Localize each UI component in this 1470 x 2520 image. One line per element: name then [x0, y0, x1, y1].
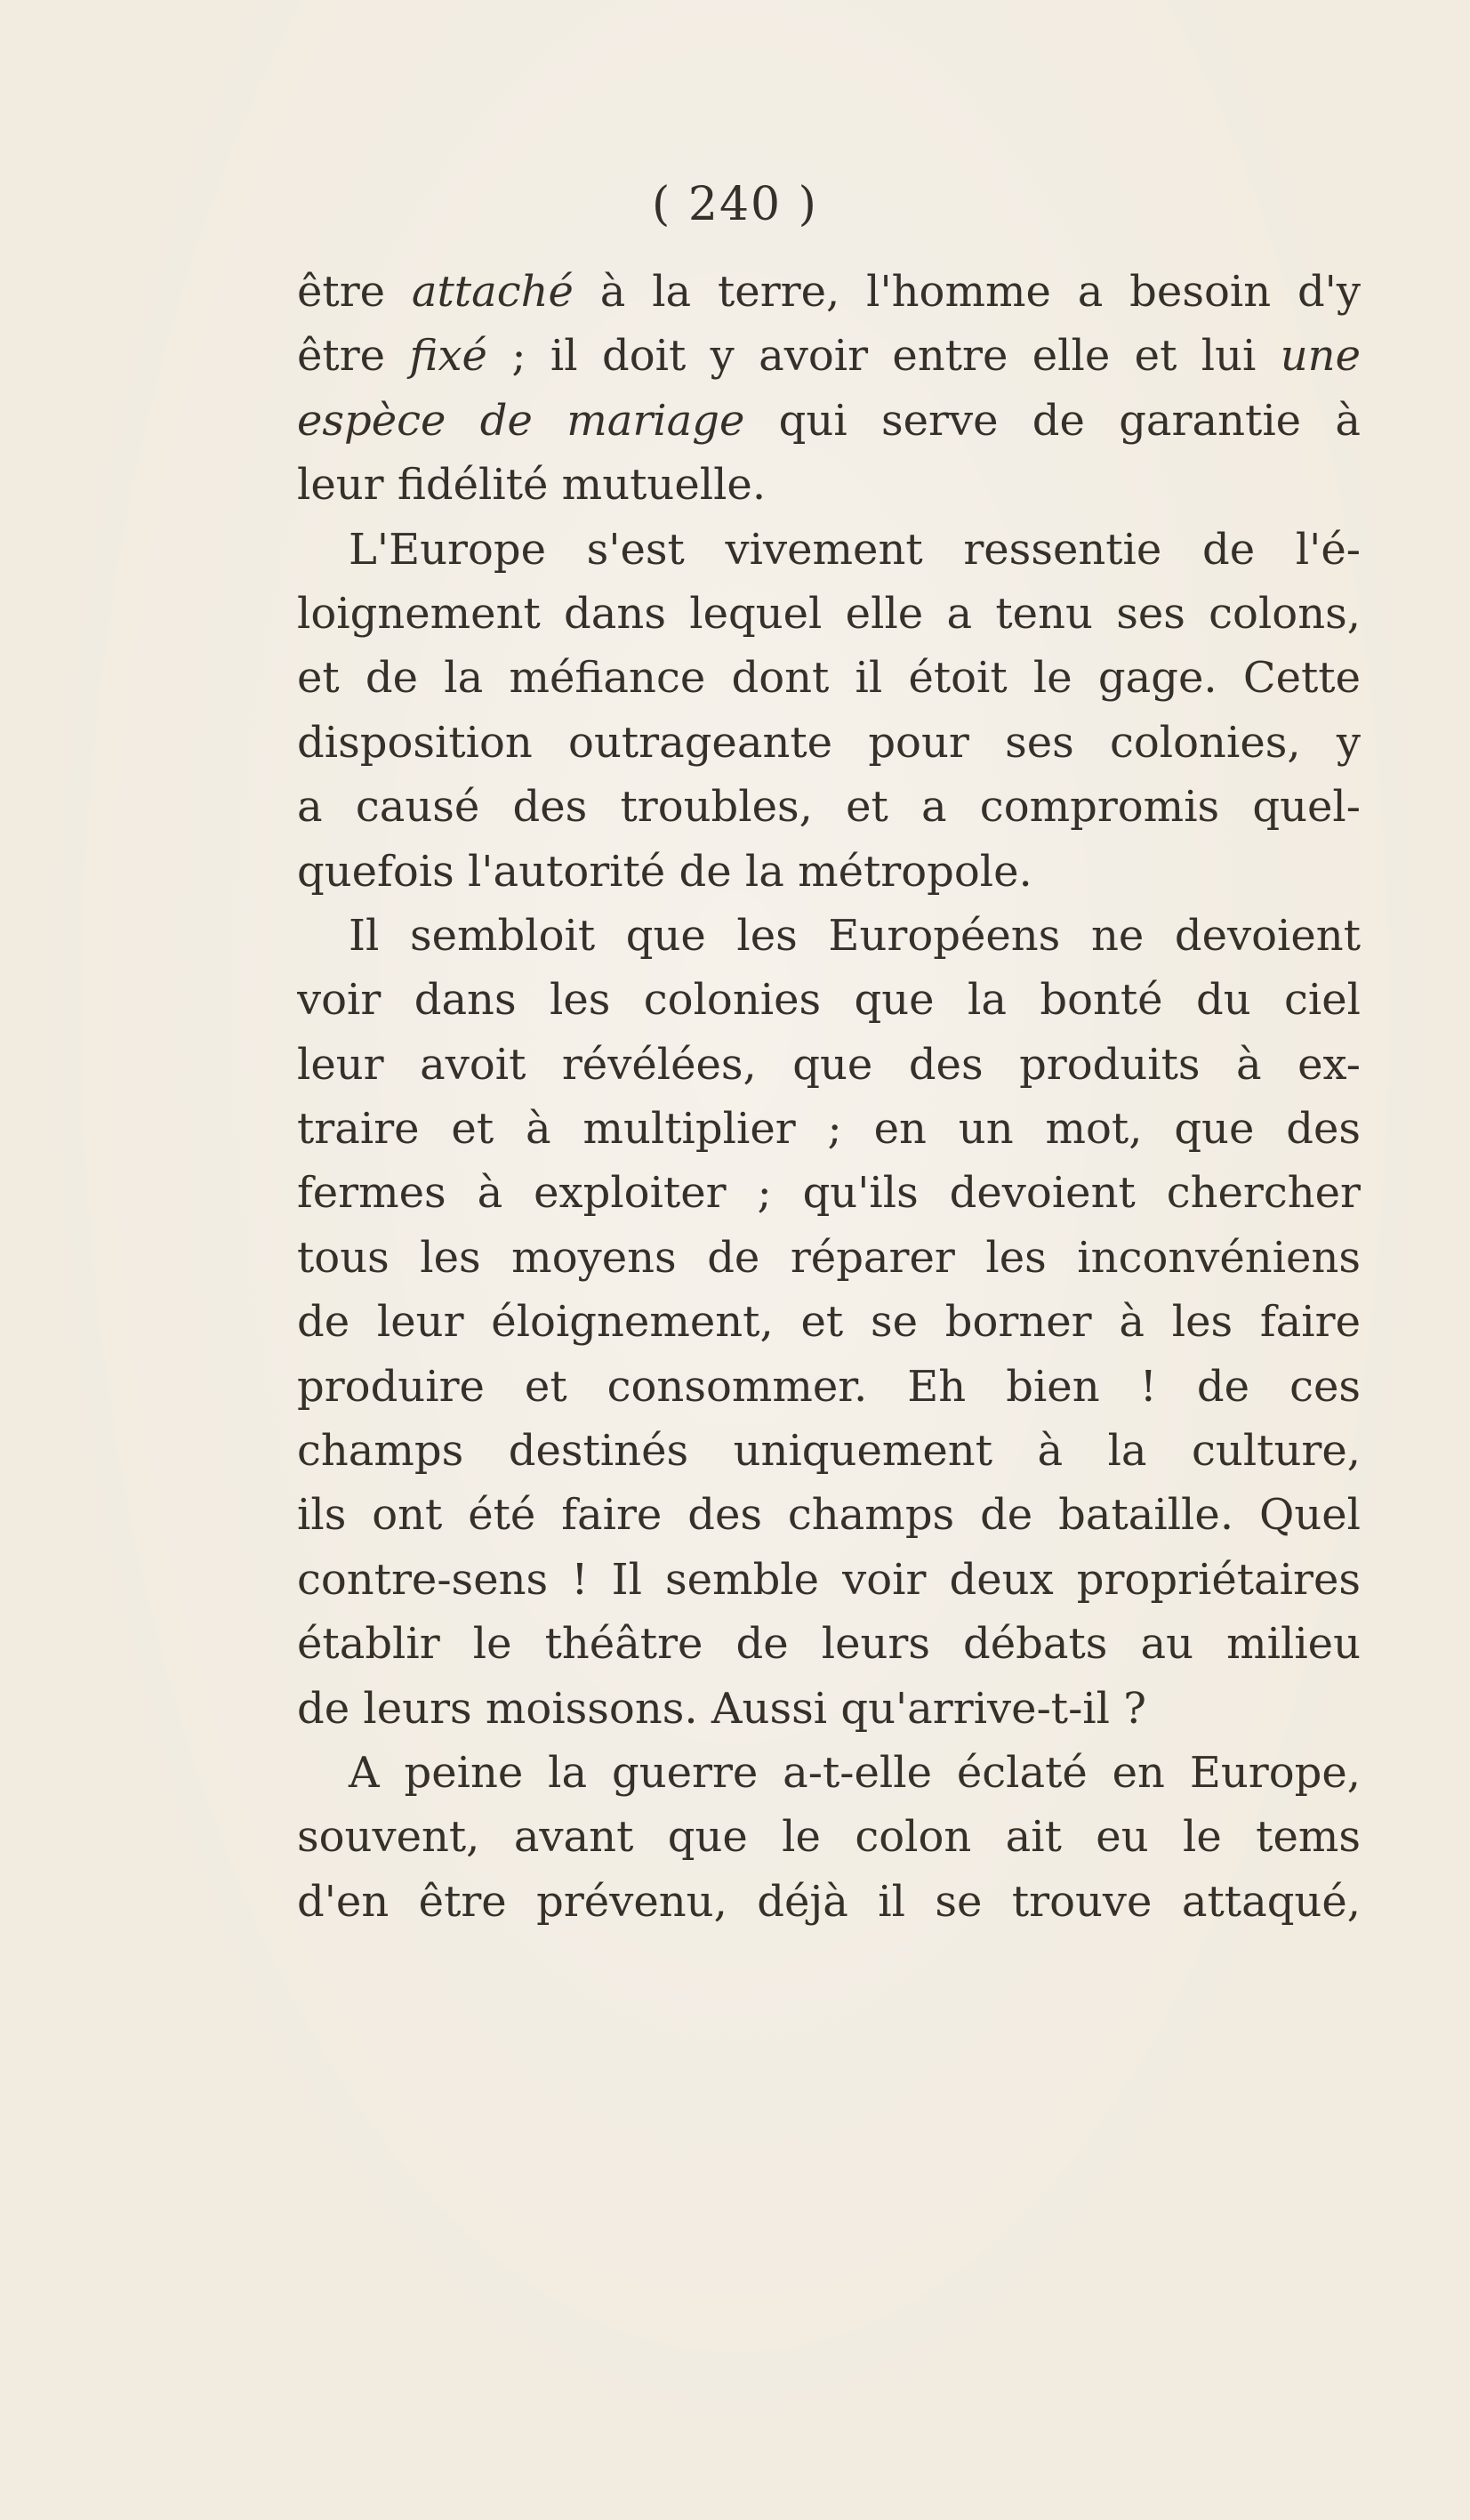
text-span: quefois l'autorité de la métropole.: [297, 846, 1032, 897]
text-span: de leurs moissons. Aussi qu'arrive-t-il ?: [297, 1683, 1146, 1734]
text-line: [297, 1033, 1361, 1097]
text-span: Il sembloit que les Européens ne devoient: [349, 910, 1361, 961]
italic-text: fixé: [409, 331, 487, 382]
text-line: [297, 1805, 1361, 1869]
text-line: [297, 1741, 1361, 1805]
text-span: leur avoit révélées, que des produits à ex-: [297, 1039, 1361, 1090]
text-span: qui serve de garantie à: [744, 395, 1361, 446]
italic-text: une: [1280, 331, 1361, 382]
text-line: [297, 324, 1361, 388]
text-span: champs destinés uniquement à la culture,: [297, 1426, 1361, 1477]
text-span: être: [297, 331, 410, 382]
text-line: [297, 1612, 1361, 1676]
page-number: ( 240 ): [652, 178, 818, 231]
text-span: a causé des troubles, et a compromis quel-: [297, 782, 1361, 833]
text-span: traire et à multiplier ; en un mot, que des: [297, 1104, 1361, 1155]
text-line: [297, 1419, 1361, 1483]
text-span: établir le théâtre de leurs débats au milieu: [297, 1619, 1361, 1670]
text-span: tous les moyens de réparer les inconvéniens: [297, 1232, 1361, 1283]
text-line: [297, 711, 1361, 775]
text-line: [297, 582, 1361, 646]
text-span: souvent, avant que le colon ait eu le tems: [297, 1812, 1361, 1863]
text-span: disposition outrageante pour ses colonies, y: [297, 717, 1361, 768]
body-text: [297, 260, 1361, 1934]
text-span: loignement dans lequel elle a tenu ses colons,: [297, 588, 1361, 639]
text-line: [297, 1677, 1361, 1741]
text-line: [297, 1548, 1361, 1612]
text-line: [297, 1870, 1361, 1934]
text-span: de leur éloignement, et se borner à les faire: [297, 1297, 1361, 1348]
text-line: [297, 1097, 1361, 1161]
text-line: [297, 1161, 1361, 1225]
text-span: ils ont été faire des champs de bataille. Quel: [297, 1490, 1361, 1541]
italic-text: espèce de mariage: [297, 395, 745, 446]
text-span: A peine la guerre a-t-elle éclaté en Europe,: [349, 1747, 1361, 1798]
text-span: contre-sens ! Il semble voir deux propriétaires: [297, 1554, 1361, 1605]
text-line: [297, 968, 1361, 1032]
text-line: [297, 1355, 1361, 1419]
text-line: [297, 453, 1361, 517]
text-line: [297, 904, 1361, 968]
text-line: [297, 1226, 1361, 1290]
text-span: leur fidélité mutuelle.: [297, 460, 767, 511]
text-span: être: [297, 267, 412, 317]
text-span: voir dans les colonies que la bonté du ciel: [297, 975, 1361, 1026]
text-span: d'en être prévenu, déjà il se trouve attaqué,: [297, 1876, 1361, 1927]
text-span: à la terre, l'homme a besoin d'y: [573, 267, 1361, 317]
text-span: fermes à exploiter ; qu'ils devoient chercher: [297, 1168, 1361, 1219]
text-span: et de la méfiance dont il étoit le gage. Cette: [297, 653, 1361, 704]
text-span: produire et consommer. Eh bien ! de ces: [297, 1361, 1361, 1412]
text-line: [297, 260, 1361, 324]
text-span: ; il doit y avoir entre elle et lui: [486, 331, 1281, 382]
italic-text: attaché: [411, 267, 574, 317]
text-line: [297, 840, 1361, 904]
text-line: [297, 389, 1361, 453]
text-line: [297, 518, 1361, 582]
text-line: [297, 1483, 1361, 1547]
text-line: [297, 1290, 1361, 1354]
text-line: [297, 646, 1361, 710]
text-span: L'Europe s'est vivement ressentie de l'é-: [349, 524, 1361, 575]
text-line: [297, 775, 1361, 839]
